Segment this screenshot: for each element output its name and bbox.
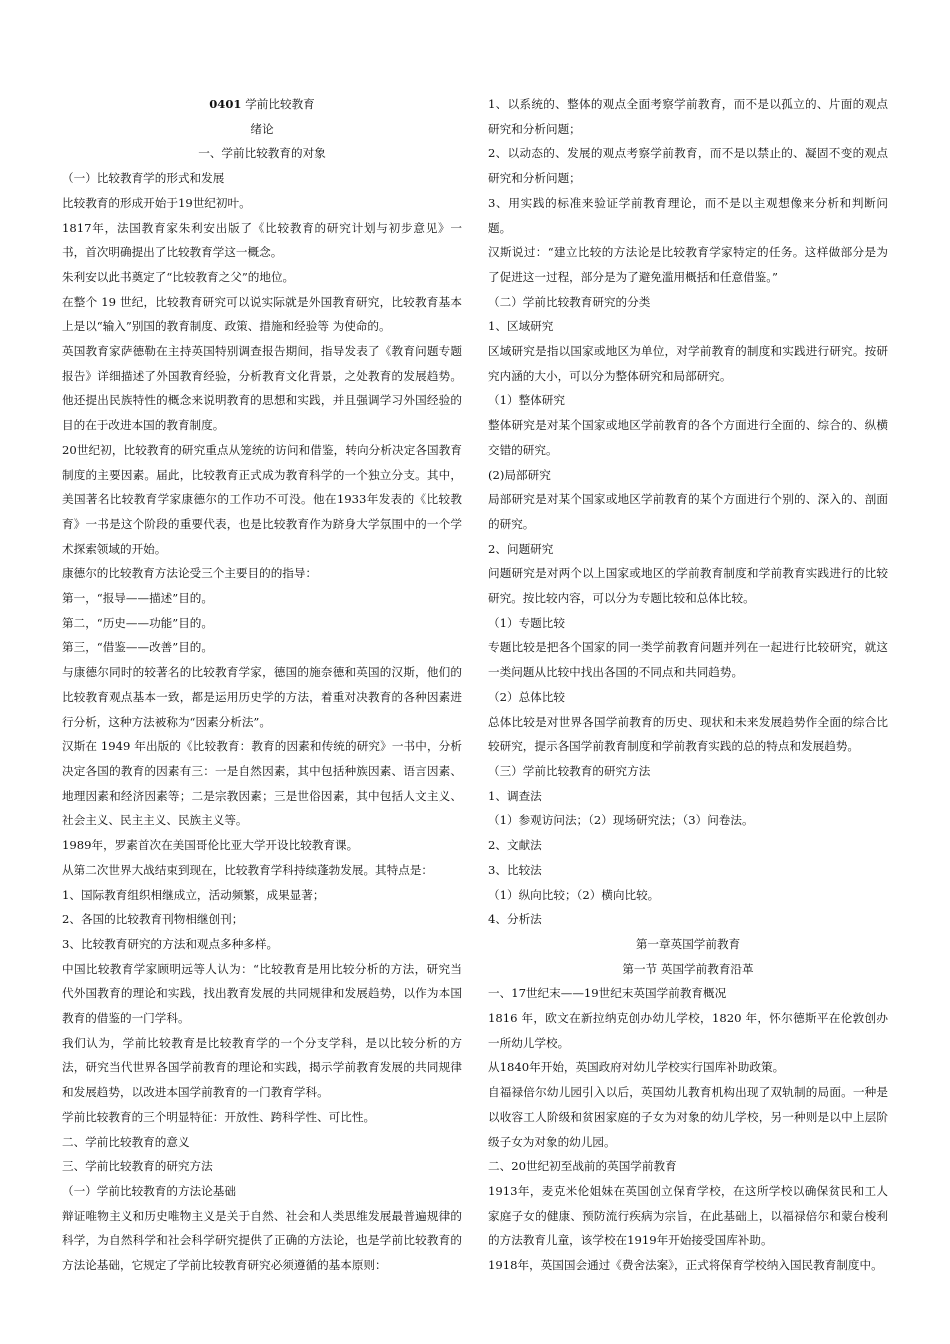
paragraph: 2、文献法 — [488, 838, 542, 853]
section-heading: 第一章英国学前教育 — [635, 936, 741, 951]
paragraph: 2、以动态的、发展的观点考察学前教育，而不是以禁止的、凝固不变的观点研究和分析问题； — [488, 146, 888, 186]
paragraph: 3、比较教育研究的方法和观点多种多样。 — [62, 936, 279, 951]
section-heading: 一、学前比较教育的对象 — [198, 146, 326, 161]
paragraph: （一）比较教育学的形式和发展 — [62, 171, 225, 186]
document-title: 0401 学前比较教育 — [209, 97, 315, 111]
paragraph: 在整个 19 世纪，比较教育研究可以说实际就是外国教育研究，比较教育基本上是以“输入”别国的教育制度、政策、措施和经验等 为使命的。 — [62, 294, 462, 334]
paragraph: 1816 年，欧文在新拉纳克创办幼儿学校，1820 年，怀尔德斯平在伦敦创办一所幼儿学校。 — [488, 1011, 888, 1050]
paragraph: 专题比较是把各个国家的同一类学前教育问题并列在一起进行比较研究，就这一类问题从比较中找出各国的不同点和共同趋势。 — [488, 640, 888, 680]
paragraph: （1）纵向比较；（2）横向比较。 — [488, 887, 660, 902]
paragraph: (2)局部研究 — [488, 467, 551, 482]
paragraph: 区域研究是指以国家或地区为单位，对学前教育的制度和实践进行研究。按研究内涵的大小，可以分为整体研究和局部研究。 — [488, 344, 888, 383]
paragraph: （1）参观访问法；（2）现场研究法；（3）问卷法。 — [488, 813, 754, 828]
document-page — [62, 92, 888, 1322]
paragraph: 1918年，英国国会通过《费舍法案》，正式将保育学校纳入国民教育制度中。 — [488, 1258, 883, 1273]
paragraph: （1）专题比较 — [488, 615, 565, 630]
paragraph: 与康德尔同时的较著名的比较教育学家，德国的施奈德和英国的汉斯，他们的比较教育观点基本一致，都是运用历史学的方法，着重对决教育的各种因素进行分析，这种方法被称为“因素分析法”。 — [62, 665, 462, 729]
section-heading: 绪论 — [250, 121, 274, 136]
paragraph: （1）整体研究 — [488, 393, 565, 408]
left-column — [62, 92, 462, 1322]
paragraph: 一、17世纪末——19世纪末英国学前教育概况 — [488, 986, 727, 1001]
paragraph: 1817年，法国教育家朱利安出版了《比较教育的研究计划与初步意见》一书，首次明确提出了比较教育学这一概念。 — [62, 220, 462, 260]
paragraph: 第二，“历史——功能”目的。 — [62, 615, 213, 630]
paragraph: 局部研究是对某个国家或地区学前教育的某个方面进行个别的、深入的、剖面的研究。 — [488, 492, 888, 531]
paragraph: 二、学前比较教育的意义 — [62, 1134, 190, 1149]
paragraph: 3、用实践的标准来验证学前教育理论，而不是以主观想像来分析和判断问题。 — [488, 195, 888, 235]
paragraph: 2、各国的比较教育刊物相继创刊； — [62, 912, 244, 927]
paragraph: 比较教育的形成开始于19世纪初叶。 — [62, 195, 251, 210]
paragraph: 英国教育家萨德勒在主持英国特别调查报告期间，指导发表了《教育问题专题报告》详细描述了外国教育经验，分析教育文化背景，之处教育的发展趋势。他还提出民族特性的概念来说明教育的思想和实践，并且强调学习外国经验的目的在于改进本国的教育制度。 — [62, 344, 462, 433]
paragraph: 第一，“报导——描述”目的。 — [62, 591, 213, 606]
paragraph: 3、比较法 — [488, 862, 542, 877]
paragraph: （二）学前比较教育研究的分类 — [488, 294, 651, 309]
paragraph: 学前比较教育的三个明显特征：开放性、跨科学性、可比性。 — [62, 1109, 376, 1124]
paragraph: 1913年，麦克米伦姐妹在英国创立保育学校，在这所学校以确保贫民和工人家庭子女的健康、预防流行疾病为宗旨，在此基础上，以福禄倍尔和蒙台梭利的方法教育儿童，该学校在1919年开始接受国库补助。 — [488, 1183, 888, 1248]
section-heading: 第一节 英国学前教育沿革 — [622, 961, 754, 976]
paragraph: 康德尔的比较教育方法论受三个主要目的的指导： — [62, 566, 318, 581]
paragraph: （三）学前比较教育的研究方法 — [488, 763, 651, 778]
paragraph: 我们认为，学前比较教育是比较教育学的一个分支学科，是以比较分析的方法，研究当代世界各国学前教育的理论和实践，揭示学前教育发展的共同规律和发展趋势，以改进本国学前教育的一门教育学科。 — [62, 1035, 462, 1100]
paragraph: 从第二次世界大战结束到现在，比较教育学科持续蓬勃发展。其特点是： — [62, 862, 434, 877]
paragraph: 2、问题研究 — [488, 541, 554, 556]
right-column — [488, 92, 888, 1322]
paragraph: 4、分析法 — [488, 912, 542, 927]
paragraph: 1、国际教育组织相继成立，活动频繁，成果显著； — [62, 887, 325, 902]
paragraph: 1、以系统的、整体的观点全面考察学前教育，而不是以孤立的、片面的观点研究和分析问题； — [488, 97, 888, 136]
paragraph: 总体比较是对世界各国学前教育的历史、现状和未来发展趋势作全面的综合比较研究，提示各国学前教育制度和学前教育实践的总的特点和发展趋势。 — [488, 714, 888, 754]
paragraph: 中国比较教育学家顾明远等人认为：“比较教育是用比较分析的方法，研究当代外国教育的理论和实践，找出教育发展的共同规律和发展趋势，以作为本国教育的借鉴的一门学科。 — [62, 961, 462, 1026]
paragraph: 1、区域研究 — [488, 319, 554, 334]
paragraph: 从1840年开始，英国政府对幼儿学校实行国库补助政策。 — [488, 1060, 785, 1075]
paragraph: （一）学前比较教育的方法论基础 — [62, 1183, 236, 1198]
paragraph: 二、20世纪初至战前的英国学前教育 — [488, 1159, 677, 1174]
paragraph: 汉斯在 1949 年出版的《比较教育：教育的因素和传统的研究》一书中，分析决定各国的教育的因素有三：一是自然因素，其中包括种族因素、语言因素、地理因素和经济因素等；二是宗教因素；三是世俗因素，其中包括人文主义、社会主义、民主主义、民族主义等。 — [62, 739, 462, 828]
paragraph: 问题研究是对两个以上国家或地区的学前教育制度和学前教育实践进行的比较研究。按比较内容，可以分为专题比较和总体比较。 — [488, 566, 888, 606]
paragraph: 辩证唯物主义和历史唯物主义是关于自然、社会和人类思维发展最普遍规律的科学，为自然科学和社会科学研究提供了正确的方法论，也是学前比较教育的方法论基础，它规定了学前比较教育研究必须遵循的基本原则： — [62, 1208, 462, 1273]
paragraph: 20世纪初，比较教育的研究重点从笼统的访问和借鉴，转向分析决定各国教育制度的主要因素。届此，比较教育正式成为教育科学的一个独立分支。其中，美国著名比较教育学家康德尔的工作功不可没。他在1933年发表的《比较教育》一书是这个阶段的重要代表，也是比较教育作为跻身大学氛围中的一个学术探索领域的开始。 — [62, 442, 462, 556]
paragraph: 1989年，罗素首次在美国哥伦比亚大学开设比较教育课。 — [62, 838, 359, 853]
paragraph: （2）总体比较 — [488, 689, 565, 704]
paragraph: 自福禄倍尔幼儿园引入以后，英国幼儿教育机构出现了双轨制的局面。一种是以收容工人阶级和贫困家庭的子女为对象的幼儿学校，另一种则是以中上层阶级子女为对象的幼儿园。 — [488, 1085, 888, 1149]
paragraph: 朱利安以此书奠定了“比较教育之父”的地位。 — [62, 269, 295, 284]
paragraph: 三、学前比较教育的研究方法 — [62, 1159, 213, 1174]
paragraph: 汉斯说过：“建立比较的方法论是比较教育学家特定的任务。这样做部分是为了促进这一过程，部分是为了避免滥用概括和任意借鉴。” — [488, 245, 888, 284]
paragraph: 整体研究是对某个国家或地区学前教育的各个方面进行全面的、综合的、纵横交错的研究。 — [488, 418, 888, 457]
paragraph: 1、调查法 — [488, 788, 542, 803]
paragraph: 第三，“借鉴——改善”目的。 — [62, 640, 213, 655]
